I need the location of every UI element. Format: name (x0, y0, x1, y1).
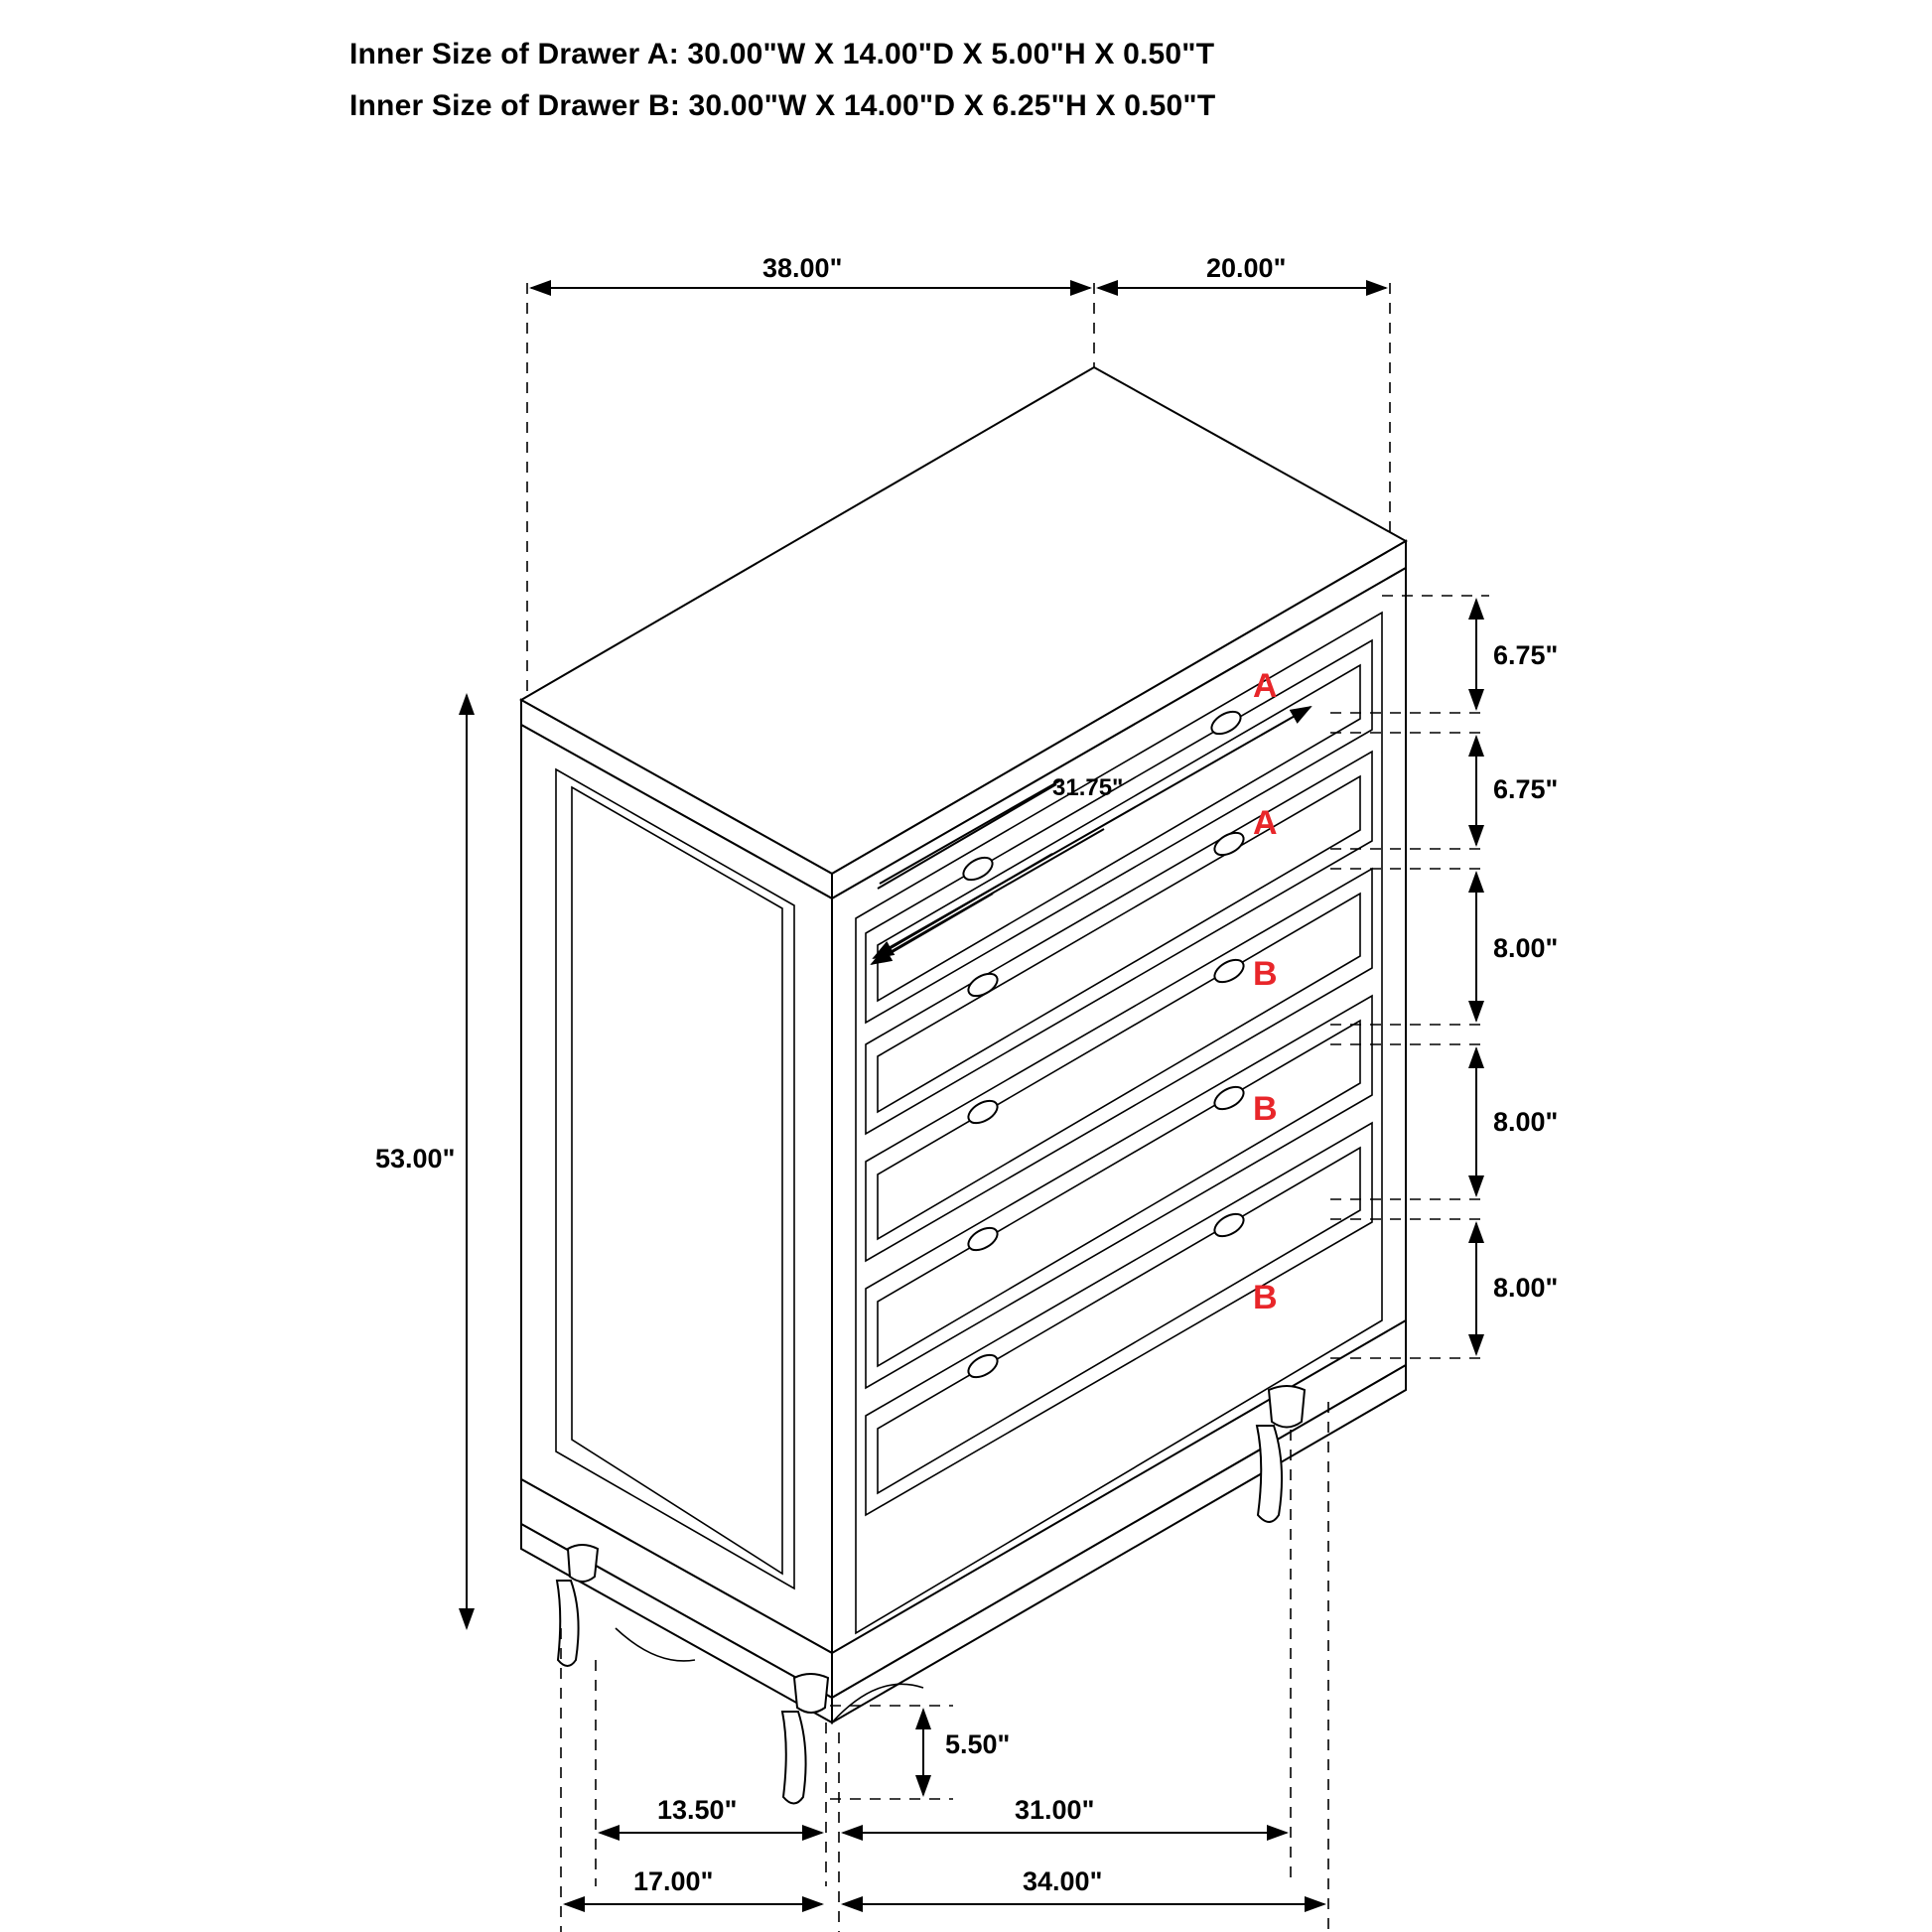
dim-drawer-height-5: 8.00" (1493, 1273, 1559, 1303)
dim-foot-inset-side: 31.00" (1015, 1795, 1095, 1825)
header-line-1: Inner Size of Drawer A: 30.00"W X 14.00"D X 5.00"H X 0.50"T (349, 38, 1215, 70)
drawer-label-2: A (1253, 804, 1278, 842)
dim-drawer-height-4: 8.00" (1493, 1107, 1559, 1137)
dim-top-depth: 20.00" (1206, 253, 1287, 283)
dim-base-front: 17.00" (633, 1866, 714, 1896)
leg-height-dimension (830, 1706, 953, 1799)
dim-top-width: 38.00" (762, 253, 843, 283)
drawer-label-3: B (1253, 955, 1278, 993)
dim-drawer-front-width: 31.75" (1052, 774, 1124, 801)
dim-drawer-height-3: 8.00" (1493, 933, 1559, 963)
drawer-label-5: B (1253, 1279, 1278, 1316)
header-line-2: Inner Size of Drawer B: 30.00"W X 14.00"D X 6.25"H X 0.50"T (349, 89, 1216, 122)
drawer-label-1: A (1253, 667, 1278, 705)
dim-overall-height: 53.00" (375, 1144, 456, 1173)
dim-drawer-height-1: 6.75" (1493, 640, 1559, 670)
dim-leg-height: 5.50" (945, 1729, 1011, 1759)
dim-foot-inset-front: 13.50" (657, 1795, 738, 1825)
drawer-label-4: B (1253, 1090, 1278, 1128)
dim-base-side: 34.00" (1023, 1866, 1103, 1896)
dim-drawer-height-2: 6.75" (1493, 774, 1559, 804)
